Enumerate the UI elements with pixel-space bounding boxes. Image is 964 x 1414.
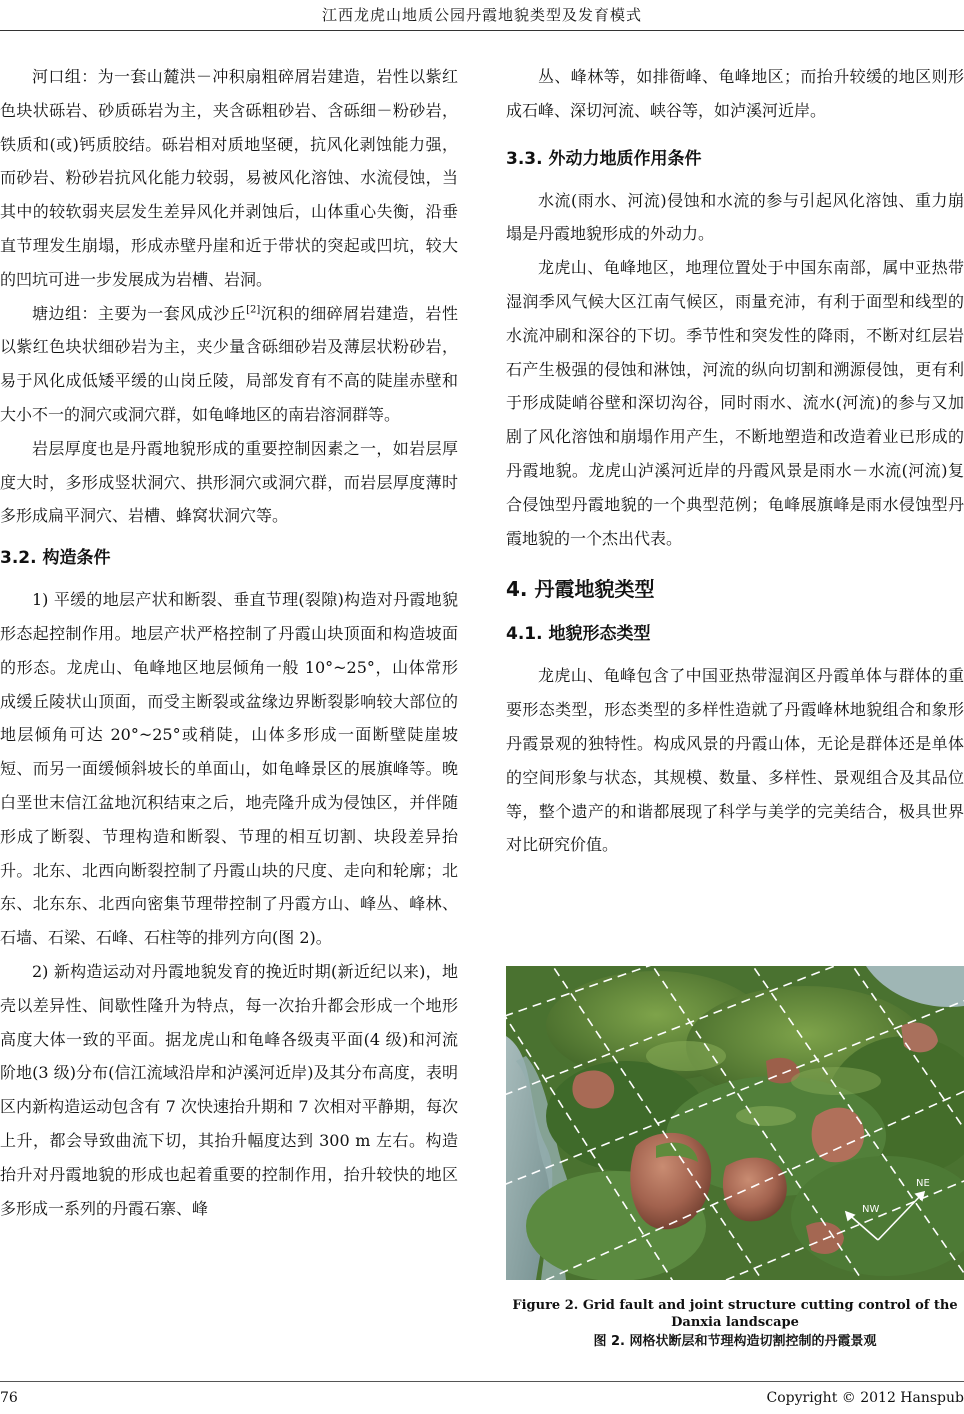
text-part: 塘边组：主要为一套风成沙丘 [32,303,247,323]
ne-label: NE [916,1178,930,1189]
citation-ref[interactable]: [2] [246,304,261,316]
section-heading-4-1: 4.1. 地貌形态类型 [506,624,651,645]
section-heading-4: 4. 丹霞地貌类型 [506,577,655,602]
section-heading-3-2: 3.2. 构造条件 [0,548,111,569]
right-column [506,60,964,862]
paragraph-thickness: 岩层厚度也是丹霞地貌形成的重要控制因素之一，如岩层厚度大时，多形成竖状洞穴、拱形洞穴或洞穴群，而岩层厚度薄时多形成扁平洞穴、岩槽、蜂窝状洞穴等。 [0,438,458,526]
paragraph-structure-1: 1) 平缓的地层产状和断裂、垂直节理(裂隙)构造对丹霞地貌形态起控制作用。地层产状严格控制了丹霞山块顶面和构造坡面的形态。龙虎山、龟峰地区地层倾角一般 10°~25°，山体常形成缓丘陵状山顶面，而受主断裂或盆缘边界断裂影响较大部位的地层倾角可达 20°~25°或稍陡，山体多形成一面断壁陡崖坡短、而另一面缓倾斜坡长的单面山，如龟峰景区的展旗峰等。晚白垩世末信江盆地沉积结束之后，地壳隆升成为侵蚀区，并伴随形成了断裂、节理构造和断裂、节理的相互切割、块段差异抬升。北东、北西向断裂控制了丹霞山块的尺度、走向和轮廓；北东、北东东、北西向密集节理带控制了丹霞方山、峰丛、峰林、石墙、石梁、石峰、石柱等的排列方向(图 2)。 [0,590,458,948]
header-rule [0,30,964,31]
nw-label: NW [862,1204,880,1215]
running-header: 江西龙虎山地质公园丹霞地貌类型及发育模式 [321,6,642,24]
figure-caption-zh: 图 2. 网格状断层和节理构造切割控制的丹霞景观 [593,1334,877,1349]
footer-rule [0,1381,964,1382]
text-part: 沉积的细碎屑岩建造，岩性以紫红色块状细砂岩为主，夹少量含砾细砂岩及薄层状粉砂岩，易于风化成低矮平缓的山岗丘陵，局部发育有不高的陡崖赤壁和大小不一的洞穴或洞穴群，如龟峰地区的南岩溶洞群等。 [0,303,458,424]
paragraph-tangbian [0,297,458,432]
paragraph-climate: 龙虎山、龟峰地区，地理位置处于中国东南部，属中亚热带湿润季风气候大区江南气候区，雨量充沛，有利于面型和线型的水流冲刷和深谷的下切。季节性和突发性的降雨，不断对红层岩石产生极强的侵蚀和淋蚀，河流的纵向切割和溯源侵蚀，更有利于形成陡峭谷壁和深切沟谷，同时雨水、流水(河流)的参与又加剧了风化溶蚀和崩塌作用产生，不断地塑造和改造着业已形成的丹霞地貌。龙虎山泸溪河近岸的丹霞风景是雨水－水流(河流)复合侵蚀型丹霞地貌的一个典型范例；龟峰展旗峰是雨水侵蚀型丹霞地貌的一个杰出代表。 [506,258,964,548]
paragraph-continued: 丛、峰林等，如排衙峰、龟峰地区；而抬升较缓的地区则形成石峰、深切河流、峡谷等，如泸溪河近岸。 [506,67,964,120]
left-column [0,60,458,1225]
aerial-landscape-image [506,966,964,1280]
page-number: 76 [0,1390,18,1406]
paragraph-structure-2: 2) 新构造运动对丹霞地貌发育的挽近时期(新近纪以来)，地壳以差异性、间歇性隆升为特点，每一次抬升都会形成一个地形高度大体一致的平面。据龙虎山和龟峰各级夷平面(4 级)和河流阶地(3 级)分布(信江流域沿岸和泸溪河近岸)及其分布高度，表明区内新构造运动包含有 7 次快速抬升期和 7 次相对平静期，每次上升，都会导致曲流下切，其抬升幅度达到 300 m 左右。构造抬升对丹霞地貌的形成也起着重要的控制作用，抬升较快的地区多形成一系列的丹霞石寨、峰 [0,961,458,1218]
paragraph-landform-types: 龙虎山、龟峰包含了中国亚热带湿润区丹霞单体与群体的重要形态类型，形态类型的多样性造就了丹霞峰林地貌组合和象形丹霞景观的独特性。构成风景的丹霞山体，无论是群体还是单体的空间形象与状态，其规模、数量、多样性、景观组合及其品位等，整个遗产的和谐都展现了科学与美学的完美结合，极具世界对比研究价值。 [506,666,964,855]
copyright-notice: Copyright © 2012 Hanspub [766,1390,964,1406]
paragraph-hekou: 河口组：为一套山麓洪－冲积扇粗碎屑岩建造，岩性以紫红色块状砾岩、砂质砾岩为主，夹含砾粗砂岩、含砾细－粉砂岩，铁质和(或)钙质胶结。砾岩相对质地坚硬，抗风化剥蚀能力强，而砂岩、粉砂岩抗风化能力较弱，易被风化溶蚀、水流侵蚀，当其中的较软弱夹层发生差异风化并剥蚀后，山体重心失衡，沿垂直节理发生崩塌，形成赤壁丹崖和近于带状的突起或凹坑，较大的凹坑可进一步发展成为岩槽、岩洞。 [0,67,458,289]
figure-2-photo [506,966,964,1280]
section-heading-3-3: 3.3. 外动力地质作用条件 [506,148,702,169]
paragraph-water-erosion: 水流(雨水、河流)侵蚀和水流的参与引起风化溶蚀、重力崩塌是丹霞地貌形成的外动力。 [506,190,964,244]
figure-caption-en: Figure 2. Grid fault and joint structure cutting control of the Danxia landscape [512,1298,958,1330]
